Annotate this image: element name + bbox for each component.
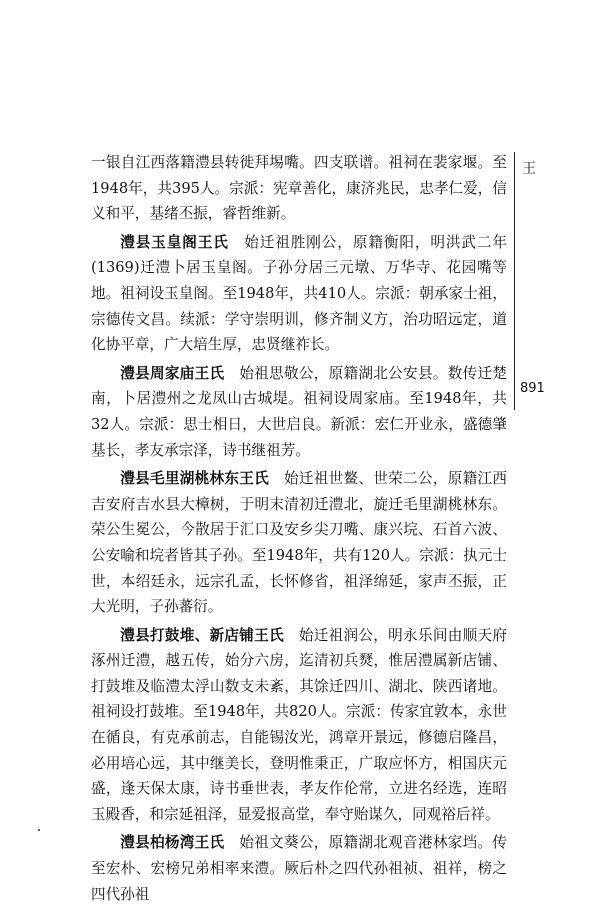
paragraph-zhoujiamiao bbox=[91, 361, 507, 463]
margin-rule bbox=[514, 152, 515, 410]
paragraph-dagudui bbox=[91, 623, 507, 828]
section-marker: 王 bbox=[522, 161, 536, 177]
body-text bbox=[91, 150, 507, 910]
clan-heading: 澧县打鼓堆、新店铺王氏 bbox=[120, 626, 284, 644]
clan-heading: 澧县玉皇阁王氏 bbox=[120, 233, 229, 251]
paragraph-continuation bbox=[91, 150, 507, 227]
paragraph-text: 始祖思敬公，原籍湖北公安县。数传迁楚南，卜居澧州之龙凤山古城堤。祖祠设周家庙。至1948年，共32人。宗派：思士相日，大世启良。新派：宏仁开业永，盛德肇基长，孝友承宗泽，诗书继祖芳。 bbox=[91, 364, 507, 459]
scan-speck bbox=[38, 829, 40, 831]
clan-heading: 澧县周家庙王氏 bbox=[120, 364, 225, 382]
clan-heading: 澧县柏杨湾王氏 bbox=[120, 834, 225, 852]
clan-heading: 澧县毛里湖桃林东王氏 bbox=[120, 470, 270, 488]
paragraph-baiyangwan bbox=[91, 830, 507, 907]
paragraph-yuhuangge bbox=[91, 230, 507, 358]
page-number: 891 bbox=[520, 381, 545, 396]
paragraph-text: 一银自江西落籍澧县转徙拜埸嘴。四支联谱。祖祠在裴家堰。至1948年，共395人。宗派：宪章善化，康济兆民，忠孝仁爱，信义和平，基绪丕振，睿哲维新。 bbox=[91, 154, 507, 223]
paragraph-text: 始迁祖胜刚公，原籍衡阳，明洪武二年(1369)迁澧卜居玉皇阁。子孙分居三元墩、万华寺、花园嘴等地。祖祠设玉皇阁。至1948年，共410人。宗派：朝承家士祖，宗德传文昌。续派：学守崇明训，修齐制义方，治功昭远定，道化协平章，广大培生厚，忠贤继祚长。 bbox=[91, 233, 507, 354]
paragraph-text: 始迁祖润公，明永乐间由顺天府涿州迁澧，越五传，始分六房，迄清初兵燹，惟居澧属新店铺、打鼓堆及临澧太浮山数支未紊，其馀迁四川、湖北、陕西诸地。祖祠设打鼓堆。至1948年，共820人。宗派：传家宜敦本，永世在循良，有克承前志，自能锡汝光，鸿章开景远，修德启隆昌，必用培心远，其中继美长，登明惟秉正，广取应怀方，相国庆元盛，逢天保太康，诗书垂世表，孝友作伦常，立进名经选，连昭玉殿香，和宗延祖泽，显爱报高堂，奉守贻谋久，同观裕后祥。 bbox=[91, 626, 507, 823]
paragraph-maolihu bbox=[91, 466, 507, 620]
paragraph-text: 始祖文葵公，原籍湖北观音港林家垱。传至宏朴、宏榜兄弟相率来澧。厥后朴之四代孙祖祯、祖祥，榜之四代孙祖 bbox=[91, 834, 507, 903]
paragraph-text: 始迁祖世鳌、世荣二公，原籍江西吉安府吉水县大樟树，于明末清初迁澧北，旋迁毛里湖桃林东。荣公生冕公，今散居于汇口及安乡尖刀嘴、康兴垸、石首六波、公安喻和垸者皆其子孙。至1948年，共有120人。宗派：执元士世，本绍廷永，远宗孔孟，长怀修省，祖泽绵延，家声丕振，正大光明，子孙蕃衍。 bbox=[91, 470, 507, 616]
